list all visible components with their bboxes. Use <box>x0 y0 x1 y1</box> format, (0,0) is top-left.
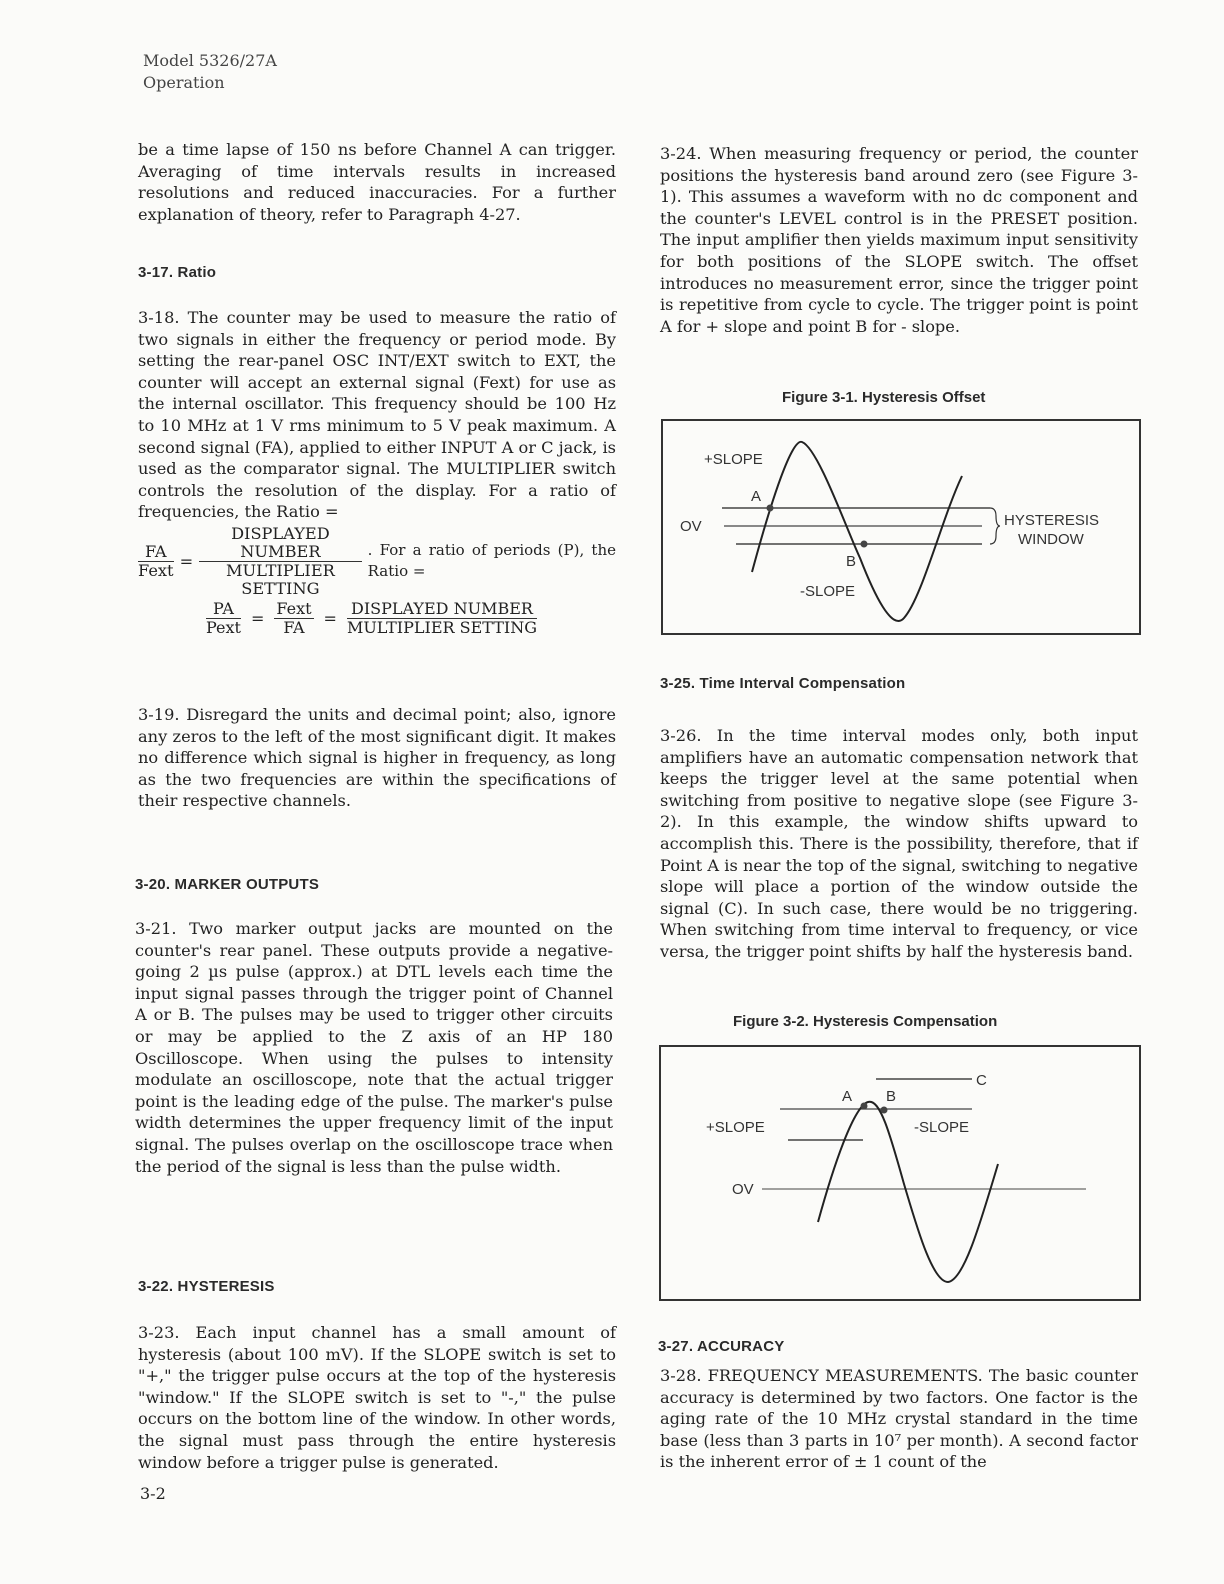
header-section: Operation <box>143 73 225 92</box>
para-continuation: be a time lapse of 150 ns before Channel A can trigger. Averaging of time intervals results in increased resolutions and reduced inaccuracies. For a further explanation of theory, refer to Paragraph 4-27. <box>138 140 616 224</box>
heading-time-interval-compensation: 3-25. Time Interval Compensation <box>660 675 906 692</box>
label-minus-slope: -SLOPE <box>914 1119 970 1136</box>
para-3-28: 3-28. FREQUENCY MEASUREMENTS. The basic counter accuracy is determined by two factors. One factor is the aging rate of the 10 MHz crystal standard in the time base (less than 3 parts in 10⁷ per month). A second factor is the inherent error of ± 1 count of the <box>660 1366 1138 1472</box>
para-3-19: 3-19. Disregard the units and decimal point; also, ignore any zeros to the left of the most significant digit. It makes no difference which signal is higher in frequency, as long as the two frequencies are within the specifications of their respective channels. <box>138 705 616 811</box>
label-ov: OV <box>680 518 702 535</box>
formula-period-ratio: $\frac{PA}{\text{Pext}}$ = $\frac{\text{Fext}}{FA}$ = $\frac{\text{DISPLAYED NUMBER}}{\text{MULTIPLIER SETTING}}$ <box>206 599 538 637</box>
page-number: 3-2 <box>140 1484 166 1503</box>
figure-3-2-hysteresis-compensation <box>658 1044 1142 1302</box>
heading-hysteresis: 3-22. HYSTERESIS <box>138 1278 275 1295</box>
label-ov: OV <box>732 1181 754 1198</box>
label-a: A <box>842 1088 853 1105</box>
figure-3-1-hysteresis-offset <box>660 418 1142 636</box>
running-header <box>143 50 277 94</box>
figure-3-2-title: Figure 3-2. Hysteresis Compensation <box>733 1013 998 1030</box>
para-3-18: 3-18. The counter may be used to measure the ratio of two signals in either the frequency or period mode. By setting the rear-panel OSC INT/EXT switch to EXT, the counter will accept an external signal (Fext) for use as the internal oscillator. This frequency should be 100 Hz to 10 MHz at 1 V rms minimum to 5 V peak maximum. A second signal (FA), applied to either INPUT A or C jack, is used as the comparator signal. The MULTIPLIER switch controls the resolution of the display. For a ratio of frequencies, the Ratio = $\frac{FA}{\text{Fext}}$ = $\frac{\text{DISPLAYED NUMBER}}{\text{MULTIPLIER SETTING}}$ . For a ratio of periods (P), the Ratio = <box>138 308 616 598</box>
label-plus-slope: +SLOPE <box>706 1119 765 1136</box>
label-window: WINDOW <box>1018 531 1084 548</box>
heading-ratio: 3-17. Ratio <box>138 264 217 281</box>
label-b: B <box>886 1088 897 1105</box>
formula-frequency-ratio: $\frac{FA}{\text{Fext}}$ = $\frac{\text{DISPLAYED NUMBER}}{\text{MULTIPLIER SETTING}}$ . For a ratio of periods (P), the Ratio = <box>138 523 616 598</box>
para-3-23: 3-23. Each input channel has a small amount of hysteresis (about 100 mV). If the SLOPE switch is set to "+," the trigger pulse occurs at the top of the hysteresis "window." If the SLOPE switch is set to "-," the pulse occurs on the bottom line of the window. In other words, the signal must pass through the entire hysteresis window before a trigger pulse is generated. <box>138 1323 616 1472</box>
label-hysteresis: HYSTERESIS <box>1004 512 1100 529</box>
header-model: Model 5326/27A <box>143 51 277 70</box>
label-point-a: A <box>751 488 762 505</box>
para-3-24: 3-24. When measuring frequency or period, the counter positions the hysteresis band around zero (see Figure 3-1). This assumes a waveform with no dc component and the counter's LEVEL control is in the PRESET position. The input amplifier then yields maximum input sensitivity for both positions of the SLOPE switch. The offset introduces no measurement error, since the trigger point is repetitive from cycle to cycle. The trigger point is point A for + slope and point B for - slope. <box>660 144 1138 336</box>
fraction-displayed-multiplier: $\frac{\text{DISPLAYED NUMBER}}{\text{MULTIPLIER SETTING}}$ <box>199 525 362 598</box>
para-3-26: 3-26. In the time interval modes only, both input amplifiers have an automatic compensation network that keeps the trigger level at the same potential when switching from positive to negative slope (see Figure 3-2). In this example, the window shifts upward to accomplish this. There is the possibility, therefore, that if Point A is near the top of the signal, switching to negative slope will place a portion of the window outside the signal (C). In such case, there would be no triggering. When switching from time interval to frequency, or vice versa, the trigger point shifts by half the hysteresis band. <box>660 726 1138 961</box>
fraction-fa-fext: $\frac{FA}{\text{Fext}}$ <box>138 541 174 580</box>
heading-marker-outputs: 3-20. MARKER OUTPUTS <box>135 876 320 893</box>
label-c: C <box>976 1072 987 1089</box>
para-3-21: 3-21. Two marker output jacks are mounted on the counter's rear panel. These outputs provide a negative-going 2 µs pulse (approx.) at DTL levels each time the input signal passes through the trigger point of Channel A or B. The pulses may be used to trigger other circuits or may be applied to the Z axis of an HP 180 Oscilloscope. When using the pulses to intensity modulate an oscilloscope, note that the actual trigger point is the leading edge of the pulse. The marker's pulse width determines the upper frequency limit of the input signal. The pulses overlap on the oscilloscope trace when the period of the signal is less than the pulse width. <box>135 919 613 1176</box>
figure-3-1-title: Figure 3-1. Hysteresis Offset <box>782 389 986 406</box>
label-minus-slope: -SLOPE <box>800 583 856 600</box>
heading-accuracy: 3-27. ACCURACY <box>658 1338 785 1355</box>
label-plus-slope: +SLOPE <box>704 451 763 468</box>
label-point-b: B <box>846 553 857 570</box>
